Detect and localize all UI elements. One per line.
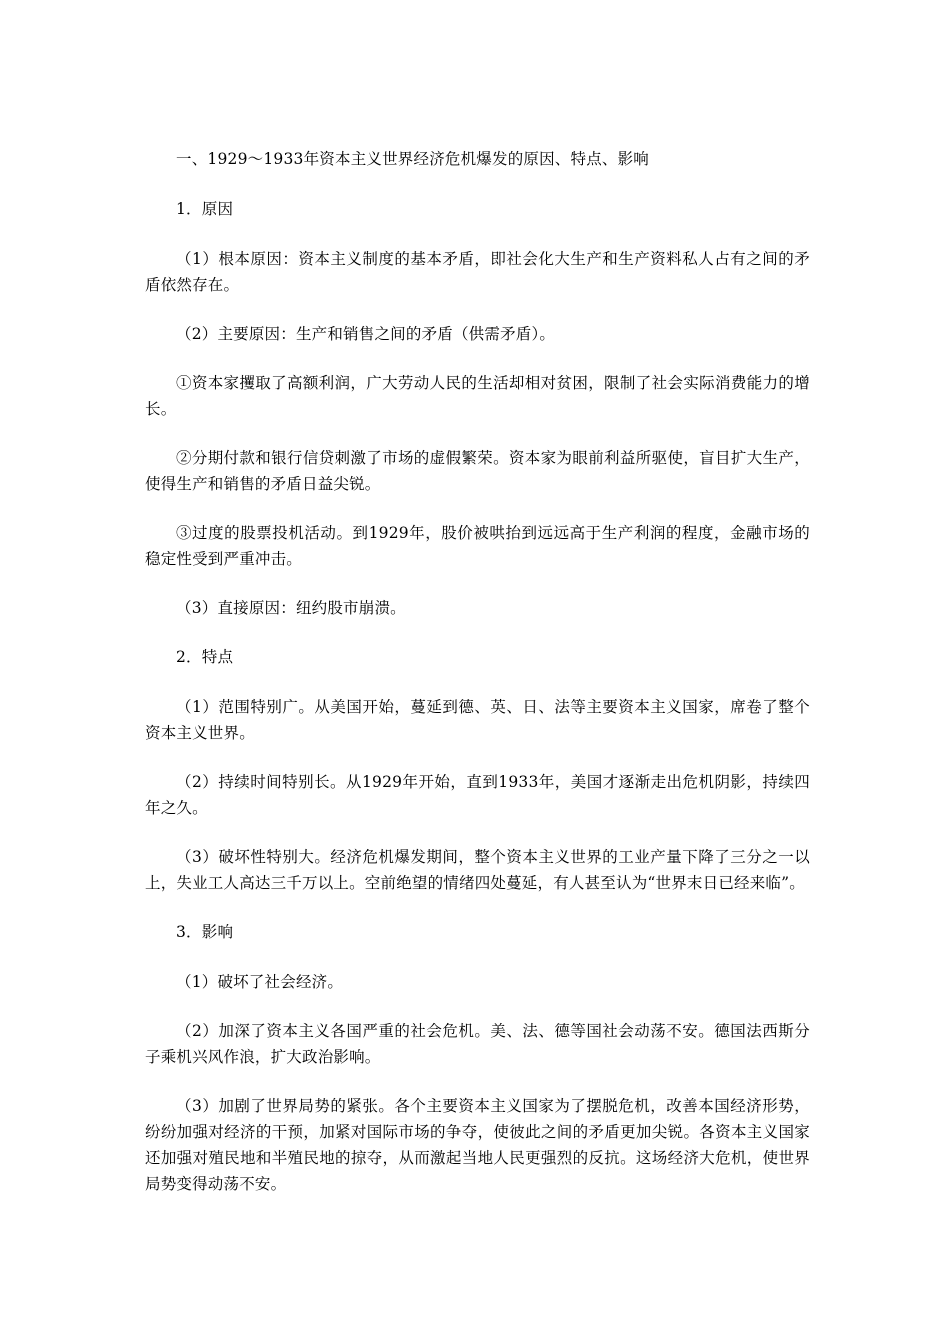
causes-paragraph-2c: ③过度的股票投机活动。到1929年，股价被哄抬到远远高于生产利润的程度，金融市场的稳定性受到严重冲击。 [145, 524, 810, 568]
section-heading-causes: 1．原因 [176, 200, 234, 218]
causes-paragraph-3: （3）直接原因：纽约股市崩溃。 [176, 599, 406, 617]
impacts-paragraph-2: （2）加深了资本主义各国严重的社会危机。美、法、德等国社会动荡不安。德国法西斯分子乘机兴风作浪，扩大政治影响。 [145, 1022, 810, 1066]
causes-paragraph-2a: ①资本家攫取了高额利润，广大劳动人民的生活却相对贫困，限制了社会实际消费能力的增长。 [145, 374, 810, 418]
features-paragraph-3: （3）破坏性特别大。经济危机爆发期间，整个资本主义世界的工业产量下降了三分之一以上，失业工人高达三千万以上。空前绝望的情绪四处蔓延，有人甚至认为“世界末日已经来临”。 [145, 848, 810, 892]
impacts-paragraph-3: （3）加剧了世界局势的紧张。各个主要资本主义国家为了摆脱危机，改善本国经济形势，纷纷加强对经济的干预，加紧对国际市场的争夺，使彼此之间的矛盾更加尖锐。各资本主义国家还加强对殖民地和半殖民地的掠夺，从而激起当地人民更强烈的反抗。这场经济大危机，使世界局势变得动荡不安。 [145, 1097, 810, 1193]
section-heading-features: 2．特点 [176, 648, 234, 666]
document-title: 一、1929～1933年资本主义世界经济危机爆发的原因、特点、影响 [176, 150, 649, 168]
features-paragraph-2: （2）持续时间特别长。从1929年开始，直到1933年，美国才逐渐走出危机阴影，持续四年之久。 [145, 773, 810, 817]
section-heading-impacts: 3．影响 [176, 923, 234, 941]
features-paragraph-1: （1）范围特别广。从美国开始，蔓延到德、英、日、法等主要资本主义国家，席卷了整个资本主义世界。 [145, 698, 810, 742]
causes-paragraph-2: （2）主要原因：生产和销售之间的矛盾（供需矛盾）。 [176, 325, 556, 343]
causes-paragraph-1: （1）根本原因：资本主义制度的基本矛盾，即社会化大生产和生产资料私人占有之间的矛盾依然存在。 [145, 250, 810, 294]
impacts-paragraph-1: （1）破坏了社会经济。 [176, 973, 344, 991]
document-page [145, 146, 810, 1220]
causes-paragraph-2b: ②分期付款和银行信贷刺激了市场的虚假繁荣。资本家为眼前利益所驱使，盲目扩大生产，使得生产和销售的矛盾日益尖锐。 [145, 449, 810, 493]
